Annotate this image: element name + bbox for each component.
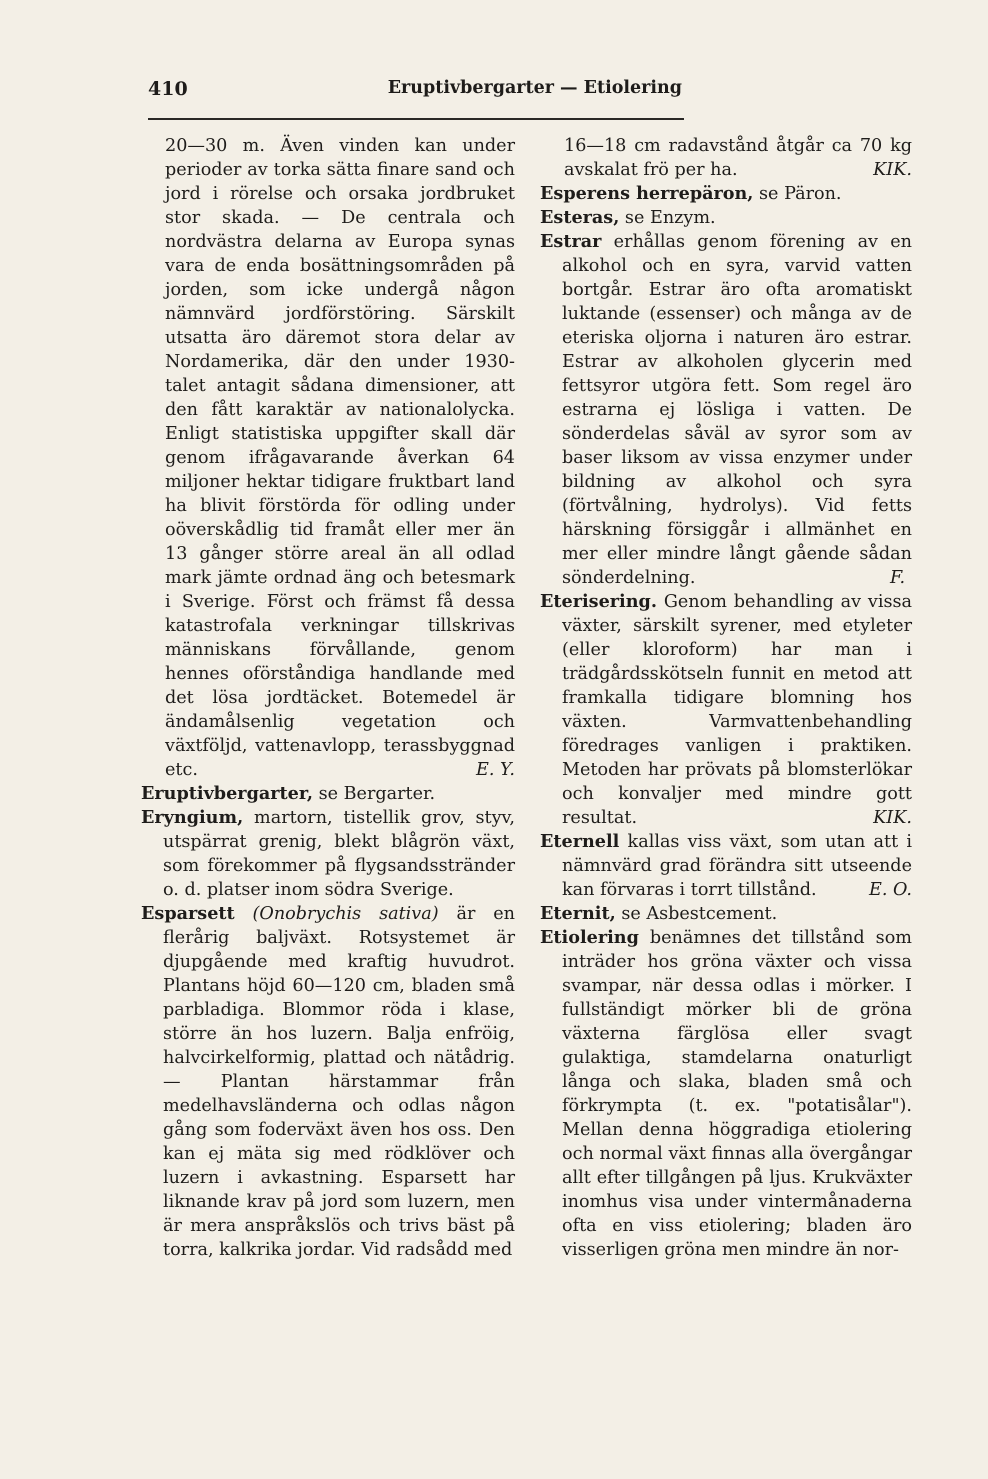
headword: Eruptivbergarter, xyxy=(141,783,313,804)
entry-eryngium xyxy=(141,806,515,902)
headword: Eterisering. xyxy=(540,591,657,612)
entry-eterisering xyxy=(540,590,912,830)
entry-text: kallas viss växt, som utan att i nämnvärd grad förändra sitt utseende kan förvaras i torrt tillstånd. xyxy=(562,832,912,900)
headword: Esparsett xyxy=(141,903,235,924)
left-column xyxy=(141,134,515,1262)
entry-eruptivbergarter xyxy=(141,782,515,806)
running-title: Eruptivbergarter — Etiolering xyxy=(387,78,682,98)
entry-esparsett xyxy=(141,902,515,1262)
entry-text: se Päron. xyxy=(753,184,842,204)
headword: Esperens herrepäron, xyxy=(540,183,754,204)
headword: Etiolering xyxy=(540,927,639,948)
entry-text: se Asbestcement. xyxy=(615,904,778,924)
header-rule xyxy=(148,118,684,120)
headword: Eternit, xyxy=(540,903,616,924)
paragraph-text: 16—18 cm radavstånd åtgår ca 70 kg avskalat frö per ha. xyxy=(564,136,912,180)
headword: Esteras, xyxy=(540,207,620,228)
latin-name: (Onobrychis sativa) xyxy=(252,904,439,924)
entry-text: se Bergarter. xyxy=(312,784,436,804)
continuation-paragraph xyxy=(141,134,515,782)
entry-text: erhållas genom förening av en alkohol och en syra, varvid vatten bortgår. Estrar äro ofta aromatiskt luktande (essenser) och många av de eteriska oljorna i naturen äro estrar. Estrar av alkoholen glycerin med fettsyror utgöra fett. Som regel äro estrarna ej lösliga i vatten. De sönderdelas såväl av syror som av baser liksom av vissa enzymer under bildning av alkohol och syra (förtvålning, hydrolys). Vid fetts härskning försiggår i allmänhet en mer eller mindre långt gående sådan sönderdelning. xyxy=(562,232,912,588)
author-signature: E. O. xyxy=(868,880,912,900)
entry-text: martorn, tistellik grov, styv, utspärrat grenig, blekt blågrön växt, som förekommer på flygsandsstränder o. d. platser inom södra Sverige. xyxy=(163,808,515,900)
headword: Estrar xyxy=(540,231,602,252)
right-column xyxy=(540,134,912,1262)
page-number: 410 xyxy=(148,78,188,100)
entry-etiolering xyxy=(540,926,912,1262)
entry-text: Genom behandling av vissa växter, särskilt syrener, med etyleter (eller kloroform) har man i trädgårdsskötseln funnit en metod att framkalla tidigare blomning hos växten. Varmvattenbehandling föredrages vanligen i praktiken. Metoden har prövats på blomsterlökar och konvaljer med mindre gott resultat. xyxy=(562,592,912,828)
paragraph-text: 20—30 m. Även vinden kan under perioder av torka sätta finare sand och jord i rörelse och orsaka jordbruket stor skada. — De centrala och nordvästra delarna av Europa synas vara de enda bosättningsområden på jorden, som icke undergå någon nämnvärd jordförstöring. Särskilt utsatta äro däremot stora delar av Nordamerika, där den under 1930-talet antagit sådana dimensioner, att den fått karaktär av nationalolycka. Enligt statistiska uppgifter skall där genom ifrågavarande åverkan 64 miljoner hektar tidigare fruktbart land ha blivit förstörda för odling under oöverskådlig tid framåt eller mer än 13 gånger större areal än all odlad mark jämte ordnad äng och betesmark i Sverige. Först och främst få dessa katastrofala verkningar tillskrivas människans förvållande, genom hennes oförståndiga handlande med det lösa jordtäcket. Botemedel är ändamålsenlig vegetation och växtföljd, vattenavlopp, terassbyggnad etc. xyxy=(165,136,515,780)
entry-text: är en flerårig baljväxt. Rotsystemet är djupgående med kraftig huvudrot. Plantans höjd 60—120 cm, bladen små parbladiga. Blommor röda i klase, större än hos luzern. Balja enfröig, halvcirkelformig, plattad och nätådrig. — Plantan härstammar från medelhavsländerna och odlas någon gång som foderväxt även hos oss. Den kan ej mäta sig med rödklöver och luzern i avkastning. Esparsett har liknande krav på jord som luzern, men är mera anspråkslös och trivs bäst på torra, kalkrika jordar. Vid radsådd med xyxy=(163,904,516,1260)
author-signature: KIK. xyxy=(873,160,912,180)
entry-eternell xyxy=(540,830,912,902)
page-header xyxy=(148,78,682,108)
author-signature: KIK. xyxy=(873,808,912,828)
headword: Eternell xyxy=(540,831,620,852)
headword: Eryngium, xyxy=(141,807,244,828)
entry-esperens-herrepaeron xyxy=(540,182,912,206)
entry-estrar: Estrar erhållas genom förening av en alkohol och en syra, varvid vatten bortgår. Estrar äro ofta aromatiskt luktande (essenser) och många av de eteriska oljorna i naturen äro estrar. Estrar av alkoholen glycerin med fettsyror utgöra fett. Som regel äro estrarna ej lösliga i vatten. De sönderdelas såväl av syror som av baser liksom av vissa enzymer under bildning av alkohol och syra (förtvålning, hydrolys). Vid fetts härskning försiggår i allmänhet en mer eller mindre långt gående sådan sönderdelning. F. xyxy=(540,231,912,588)
entry-eternit xyxy=(540,902,912,926)
entry-esteras xyxy=(540,206,912,230)
entry-text: benämnes det tillstånd som inträder hos gröna växter och vissa svampar, när dessa odlas i mörker. I fullständigt mörker bli de gröna växterna färglösa eller svagt gulaktiga, stamdelarna onaturligt långa och slaka, bladen små och förkrympta (t. ex. "potatisålar"). Mellan denna höggradiga etiolering och normal växt finnas alla övergångar allt efter tillgången på ljus. Krukväxter inomhus visa under vintermånaderna ofta en viss etiolering; bladen äro visserligen gröna men mindre än nor- xyxy=(562,928,912,1260)
author-signature: E. Y. xyxy=(476,760,515,780)
continuation-paragraph xyxy=(540,134,912,182)
entry-text: se Enzym. xyxy=(619,208,716,228)
